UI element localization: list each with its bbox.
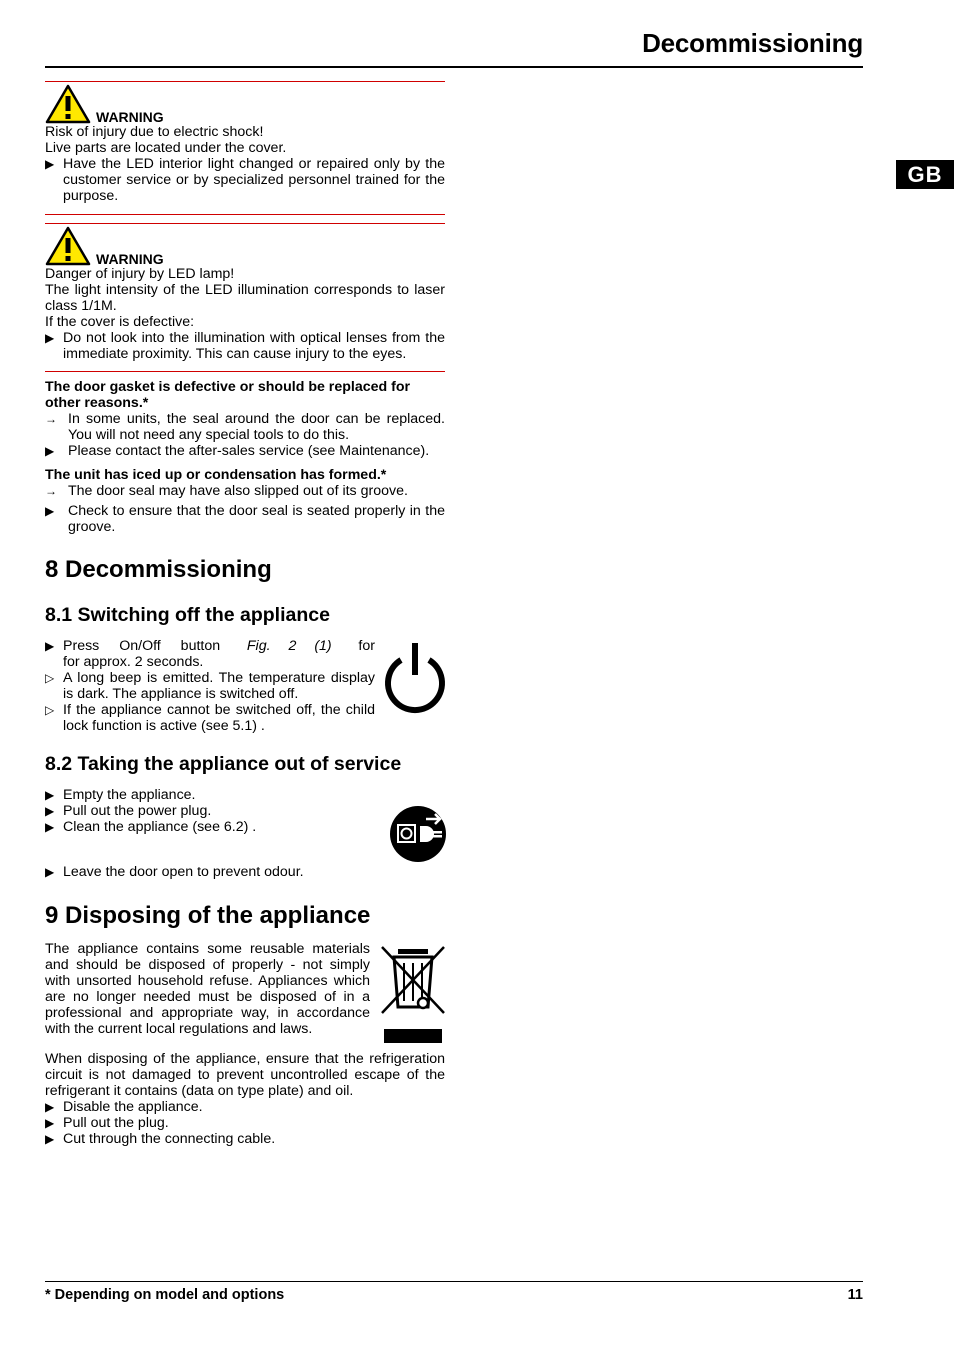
power-icon bbox=[383, 640, 447, 714]
figure-reference: Fig. 2 (1) bbox=[246, 638, 332, 654]
step-text: Press On/Off button bbox=[63, 638, 221, 654]
result-text: A long beep is emitted. The temperature display is dark. The appliance is switched off. bbox=[63, 670, 375, 702]
triangle-right-icon: ▶ bbox=[45, 444, 55, 458]
triangle-right-icon: ▶ bbox=[45, 788, 55, 802]
step-text: Cut through the connecting cable. bbox=[63, 1131, 276, 1147]
triangle-right-icon: ▶ bbox=[45, 865, 55, 879]
unplug-icon bbox=[389, 805, 447, 863]
header-rule bbox=[45, 66, 863, 68]
arrow-right-icon: → bbox=[45, 412, 57, 426]
warning-box-2 bbox=[45, 226, 445, 362]
warning-rule-top bbox=[45, 223, 445, 224]
triangle-right-icon: ▶ bbox=[45, 157, 55, 171]
warning-rule-bottom bbox=[45, 371, 445, 372]
gasket-note: In some units, the seal around the door can be replaced. You will not need any special tools to do this. bbox=[68, 411, 445, 443]
warning-text: If the cover is defective: bbox=[45, 314, 195, 330]
triangle-right-icon: ▶ bbox=[45, 1100, 55, 1114]
triangle-right-icon: ▶ bbox=[45, 639, 55, 653]
disposal-steps bbox=[45, 1099, 445, 1147]
warning-label: WARNING bbox=[96, 251, 164, 267]
step-text: Pull out the power plug. bbox=[63, 803, 212, 819]
triangle-right-icon: ▶ bbox=[45, 804, 55, 818]
gasket-block bbox=[45, 379, 445, 459]
service-steps bbox=[45, 787, 375, 835]
iced-heading: The unit has iced up or condensation has formed.* bbox=[45, 467, 387, 483]
triangle-right-icon: ▶ bbox=[45, 1116, 55, 1130]
language-tab: GB bbox=[896, 160, 954, 189]
triangle-right-icon: ▶ bbox=[45, 504, 55, 518]
iced-note: The door seal may have also slipped out of its groove. bbox=[68, 483, 408, 499]
step-text: Pull out the plug. bbox=[63, 1115, 169, 1131]
page-number: 11 bbox=[847, 1287, 863, 1303]
warning-label: WARNING bbox=[96, 109, 164, 125]
warning-triangle-icon bbox=[45, 226, 91, 266]
step-text: Clean the appliance (see 6.2) . bbox=[63, 819, 257, 835]
gasket-action: Please contact the after-sales service (see Maintenance). bbox=[68, 443, 430, 459]
section-8-2-title: 8.2 Taking the appliance out of service bbox=[45, 753, 402, 775]
warning-text: Live parts are located under the cover. bbox=[45, 140, 287, 156]
footer-note: * Depending on model and options bbox=[45, 1287, 285, 1303]
warning-text: The light intensity of the LED illumination corresponds to laser class 1/1M. bbox=[45, 282, 445, 314]
warning-box-1 bbox=[45, 84, 445, 204]
warning-rule-bottom bbox=[45, 214, 445, 215]
warning-text: Risk of injury due to electric shock! bbox=[45, 124, 264, 140]
section-8-title: 8 Decommissioning bbox=[45, 556, 272, 583]
switch-off-steps: ▶ Press On/Off button Fig. 2 (1) for for approx. 2 seconds. ▷ A long beep is emitted. The temperature display is dark. The appliance is switched off. ▷ If the appliance cannot be switched off, the child lock function is active (see 5.1) . bbox=[45, 638, 375, 734]
result-text: If the appliance cannot be switched off, the child lock function is active (see 5.1) . bbox=[63, 702, 375, 734]
section-8-1-title: 8.1 Switching off the appliance bbox=[45, 604, 330, 626]
triangle-outline-icon: ▷ bbox=[45, 671, 55, 685]
footer-rule bbox=[45, 1281, 863, 1282]
step-text: for approx. 2 seconds. bbox=[63, 654, 204, 670]
triangle-outline-icon: ▷ bbox=[45, 703, 55, 717]
warning-text: Danger of injury by LED lamp! bbox=[45, 266, 235, 282]
step-text: Empty the appliance. bbox=[63, 787, 196, 803]
triangle-right-icon: ▶ bbox=[45, 1132, 55, 1146]
step-text: Leave the door open to prevent odour. bbox=[63, 864, 304, 880]
warning-action: Do not look into the illumination with optical lenses from the immediate proximity. This can cause injury to the eyes. bbox=[63, 330, 445, 362]
weee-bin-icon bbox=[380, 945, 446, 1045]
iced-block bbox=[45, 467, 445, 535]
disposal-paragraph: The appliance contains some reusable materials and should be disposed of properly - not simply with unsorted household refuse. Appliances which are no longer needed must be disposed of in a professional and appropriate way, in accordance with the current local regulations and laws. bbox=[45, 941, 370, 1037]
gasket-heading: The door gasket is defective or should be replaced for other reasons.* bbox=[45, 379, 411, 411]
iced-action: Check to ensure that the door seal is seated properly in the groove. bbox=[68, 503, 445, 535]
triangle-right-icon: ▶ bbox=[45, 331, 55, 345]
step-text: Disable the appliance. bbox=[63, 1099, 203, 1115]
arrow-right-icon: → bbox=[45, 484, 57, 498]
page-title: Decommissioning bbox=[642, 28, 863, 58]
section-9-title: 9 Disposing of the appliance bbox=[45, 902, 371, 929]
warning-rule-top bbox=[45, 81, 445, 82]
disposal-paragraph: When disposing of the appliance, ensure that the refrigeration circuit is not damaged to prevent uncontrolled escape of the refrigerant it contains (data on type plate) and oil. bbox=[45, 1051, 445, 1099]
warning-triangle-icon bbox=[45, 84, 91, 124]
warning-action: Have the LED interior light changed or repaired only by the customer service or by specialized personnel trained for the purpose. bbox=[63, 156, 445, 204]
triangle-right-icon: ▶ bbox=[45, 820, 55, 834]
